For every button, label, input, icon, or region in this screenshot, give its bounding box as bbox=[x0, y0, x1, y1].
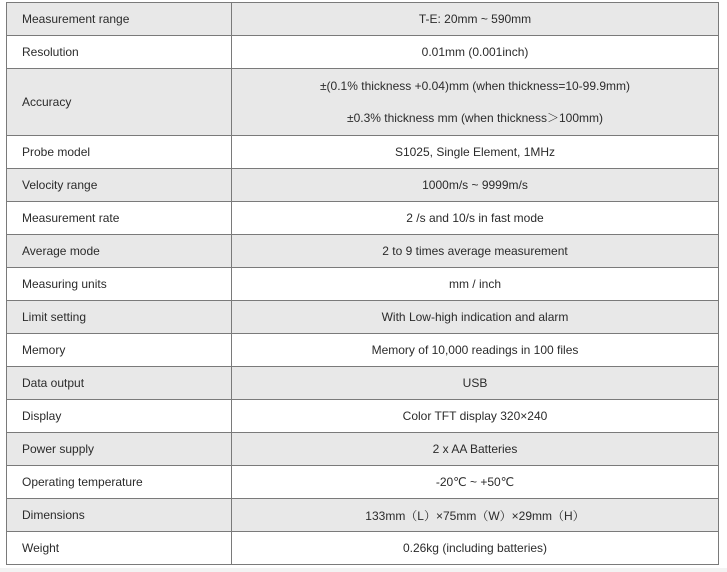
spec-value: -20℃ ~ +50℃ bbox=[232, 466, 719, 499]
spec-value-line: ±(0.1% thickness +0.04)mm (when thickness=10-99.9mm) bbox=[319, 78, 631, 93]
spec-row-average-mode bbox=[7, 235, 719, 268]
spec-label: Average mode bbox=[7, 235, 232, 268]
spec-label: Memory bbox=[7, 334, 232, 367]
spec-value: T-E: 20mm ~ 590mm bbox=[232, 3, 719, 36]
spec-label: Data output bbox=[7, 367, 232, 400]
spec-row-velocity-range bbox=[7, 169, 719, 202]
spec-label: Limit setting bbox=[7, 301, 232, 334]
spec-value: S1025, Single Element, 1MHz bbox=[232, 136, 719, 169]
spec-value bbox=[232, 69, 719, 136]
spec-label: Measuring units bbox=[7, 268, 232, 301]
spec-value: 1000m/s ~ 9999m/s bbox=[232, 169, 719, 202]
spec-label: Accuracy bbox=[7, 69, 232, 136]
spec-label: Resolution bbox=[7, 36, 232, 69]
spec-row-power-supply bbox=[7, 433, 719, 466]
spec-label: Velocity range bbox=[7, 169, 232, 202]
spec-row-accuracy bbox=[7, 69, 719, 136]
spec-row-dimensions bbox=[7, 499, 719, 532]
spec-value: 0.26kg (including batteries) bbox=[232, 532, 719, 565]
spec-value: 0.01mm (0.001inch) bbox=[232, 36, 719, 69]
specifications-table-body bbox=[7, 3, 719, 565]
spec-value: 133mm（L）×75mm（W）×29mm（H） bbox=[232, 499, 719, 532]
spec-value: 2 x AA Batteries bbox=[232, 433, 719, 466]
spec-row-limit-setting bbox=[7, 301, 719, 334]
page-bottom-edge bbox=[0, 568, 727, 572]
spec-value: 2 /s and 10/s in fast mode bbox=[232, 202, 719, 235]
spec-label: Power supply bbox=[7, 433, 232, 466]
spec-row-measurement-rate bbox=[7, 202, 719, 235]
spec-label: Operating temperature bbox=[7, 466, 232, 499]
spec-label: Dimensions bbox=[7, 499, 232, 532]
spec-row-probe-model bbox=[7, 136, 719, 169]
spec-row-measuring-units bbox=[7, 268, 719, 301]
spec-value: Color TFT display 320×240 bbox=[232, 400, 719, 433]
spec-value: 2 to 9 times average measurement bbox=[232, 235, 719, 268]
spec-row-display bbox=[7, 400, 719, 433]
specifications-table bbox=[6, 2, 719, 565]
spec-row-resolution bbox=[7, 36, 719, 69]
spec-row-operating-temperature bbox=[7, 466, 719, 499]
spec-row-weight bbox=[7, 532, 719, 565]
spec-label: Weight bbox=[7, 532, 232, 565]
spec-label: Measurement range bbox=[7, 3, 232, 36]
spec-row-measurement-range bbox=[7, 3, 719, 36]
spec-row-memory bbox=[7, 334, 719, 367]
spec-label: Measurement rate bbox=[7, 202, 232, 235]
spec-value: Memory of 10,000 readings in 100 files bbox=[232, 334, 719, 367]
spec-label: Probe model bbox=[7, 136, 232, 169]
spec-value: USB bbox=[232, 367, 719, 400]
spec-value-line: ±0.3% thickness mm (when thickness＞100mm) bbox=[346, 110, 603, 125]
spec-value: With Low-high indication and alarm bbox=[232, 301, 719, 334]
spec-value: mm / inch bbox=[232, 268, 719, 301]
spec-row-data-output bbox=[7, 367, 719, 400]
spec-label: Display bbox=[7, 400, 232, 433]
